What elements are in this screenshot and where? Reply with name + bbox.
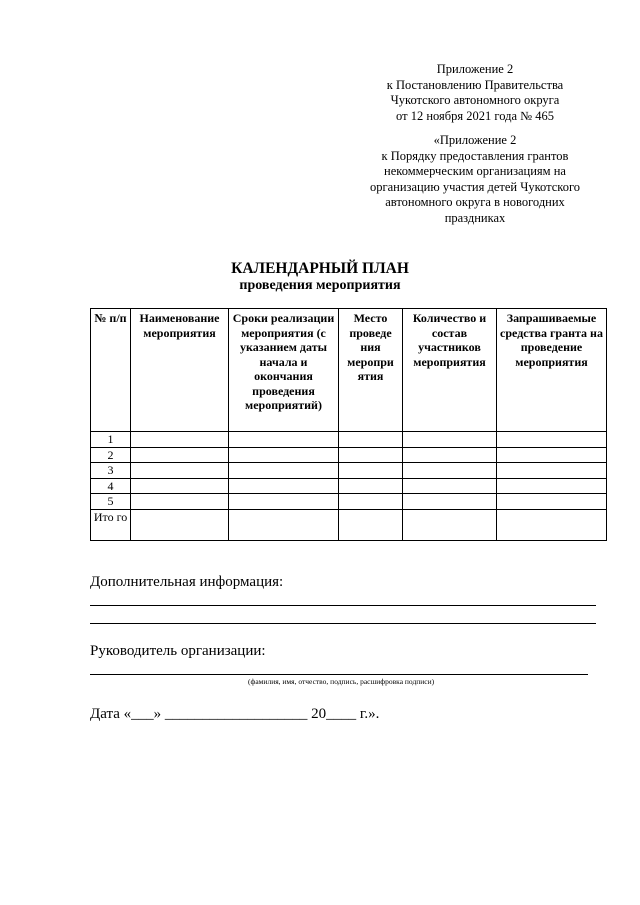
table-cell[interactable] — [403, 447, 497, 463]
table-cell[interactable] — [131, 478, 229, 494]
table-cell[interactable] — [403, 478, 497, 494]
signature-caption: (фамилия, имя, отчество, подпись, расшифровка подписи) — [248, 677, 435, 686]
row-number: 3 — [91, 463, 131, 479]
header-event-name: Наименование мероприятия — [131, 309, 229, 432]
header-requested-funds: Запрашиваемые средства гранта на проведение мероприятия — [497, 309, 607, 432]
header-schedule: Сроки реализации мероприятия (с указанием даты начала и окончания проведения мероприятий) — [229, 309, 339, 432]
table-row — [91, 494, 607, 510]
table-cell[interactable] — [229, 447, 339, 463]
procedure-appendix-line: «Приложение 2 — [433, 133, 517, 147]
calendar-plan-table — [90, 308, 607, 541]
row-number: 1 — [91, 432, 131, 448]
table-cell[interactable] — [229, 463, 339, 479]
header-number: № п/п — [91, 309, 131, 432]
table-cell[interactable] — [131, 494, 229, 510]
table-cell[interactable] — [403, 509, 497, 540]
table-cell[interactable] — [497, 432, 607, 448]
additional-info-label: Дополнительная информация: — [90, 574, 284, 590]
row-number: 2 — [91, 447, 131, 463]
table-row — [91, 447, 607, 463]
table-cell[interactable] — [403, 432, 497, 448]
table-cell[interactable] — [229, 432, 339, 448]
table-cell[interactable] — [339, 432, 403, 448]
additional-info-line-1[interactable] — [90, 605, 596, 606]
table-row — [91, 478, 607, 494]
total-label: Ито го — [91, 509, 131, 540]
table-cell[interactable] — [229, 478, 339, 494]
table-cell[interactable] — [131, 463, 229, 479]
table-cell[interactable] — [497, 463, 607, 479]
table-cell[interactable] — [131, 432, 229, 448]
table-header-row — [91, 309, 607, 432]
table-cell[interactable] — [497, 447, 607, 463]
procedure-appendix-block — [360, 133, 590, 226]
procedure-appendix-line: к Порядку предоставления грантов — [381, 148, 569, 163]
table-cell[interactable] — [497, 478, 607, 494]
additional-info-line-2[interactable] — [90, 623, 596, 624]
document-subtitle: проведения мероприятия — [239, 278, 401, 293]
table-cell[interactable] — [339, 478, 403, 494]
appendix-line: Чукотского автономного округа — [390, 93, 560, 107]
table-cell[interactable] — [497, 494, 607, 510]
table-cell[interactable] — [403, 463, 497, 479]
table-cell[interactable] — [339, 509, 403, 540]
signature-line[interactable] — [90, 674, 588, 675]
table-row — [91, 463, 607, 479]
header-location: Место проведе ния меропри ятия — [339, 309, 403, 432]
table-cell[interactable] — [229, 494, 339, 510]
appendix-line: от 12 ноября 2021 года № 465 — [396, 108, 554, 123]
date-line[interactable]: Дата «___» ___________________ 20____ г.». — [90, 706, 380, 722]
procedure-appendix-line: автономного округа в новогодних — [385, 195, 565, 209]
table-cell[interactable] — [403, 494, 497, 510]
procedure-appendix-line: праздниках — [444, 210, 506, 225]
table-cell[interactable] — [339, 463, 403, 479]
table-row — [91, 432, 607, 448]
appendix-block — [360, 62, 590, 124]
row-number: 5 — [91, 494, 131, 510]
procedure-appendix-line: некоммерческим организациям на — [384, 164, 566, 178]
table-cell[interactable] — [339, 494, 403, 510]
appendix-line: к Постановлению Правительства — [386, 77, 564, 92]
table-cell[interactable] — [229, 509, 339, 540]
row-number: 4 — [91, 478, 131, 494]
table-cell[interactable] — [131, 447, 229, 463]
table-cell[interactable] — [497, 509, 607, 540]
organization-head-label: Руководитель организации: — [90, 643, 266, 659]
table-cell[interactable] — [131, 509, 229, 540]
appendix-line: Приложение 2 — [436, 62, 514, 76]
document-title: КАЛЕНДАРНЫЙ ПЛАН — [231, 260, 409, 277]
table-cell[interactable] — [339, 447, 403, 463]
table-total-row — [91, 509, 607, 540]
procedure-appendix-line: организацию участия детей Чукотского — [369, 179, 581, 194]
header-participants: Количество и состав участников мероприятия — [403, 309, 497, 432]
